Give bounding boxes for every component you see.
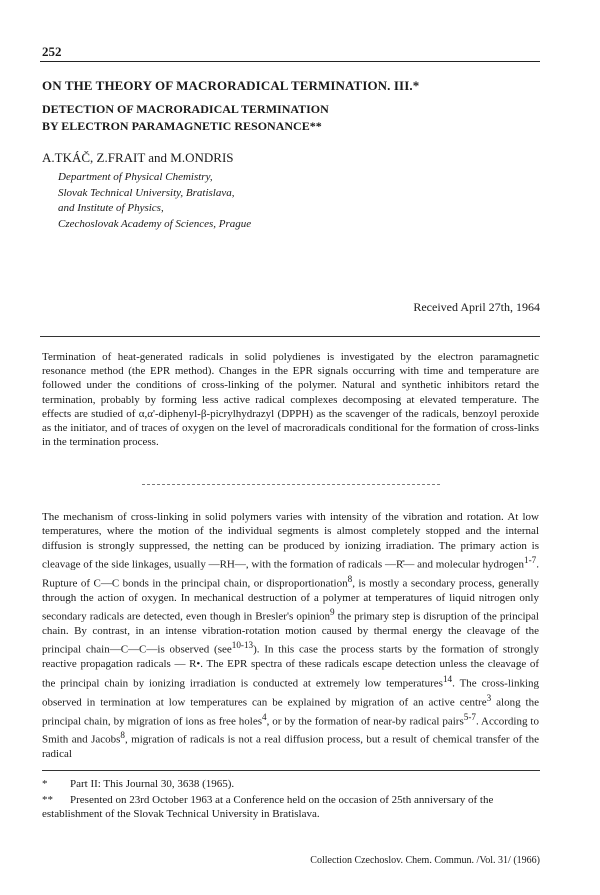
footnote-text: Presented on 23rd October 1963 at a Conference held on the occasion of 25th anniversary of the establishment of the Slovak Technical University in Bratislava. [42, 794, 494, 820]
citation: 14 [442, 673, 453, 684]
page-number: 252 [42, 44, 62, 59]
footnote-text: Part II: This Journal 30, 3638 (1965). [70, 778, 235, 790]
abstract: Termination of heat-generated radicals in solid polydienes is investigated by the electron paramagnetic resonance method (the EPR method). Changes in the EPR signals occurring with time and temperature are followed under the conditions of cross-linking of the polymer. Natural and synthetic inhibitors retard the termination, probably by forming less active radical complexes decomposing at elevated temperature. The effects are studied of α,α'-diphenyl-β-picrylhydrazyl (DPPH) as the scavenger of the radicals, benzoyl peroxide as the initiator, and of traces of oxygen on the level of macroradicals conditional for the formation of cross-links in the termination process. [42, 351, 539, 449]
footnote-rule [42, 770, 540, 771]
footnote-mark: ** [42, 794, 53, 806]
citation: 8 [120, 730, 125, 741]
abstract-separator [142, 484, 440, 485]
footnote-mark: * [42, 778, 48, 790]
subtitle-line: DETECTION OF MACRORADICAL TERMINATION [42, 102, 329, 116]
affiliation-line: and Institute of Physics, [58, 202, 164, 214]
article-subtitle [42, 101, 542, 135]
body-segment: , is mostly a secondary process, generally through the action of oxygen. In mechanical destruction of a polymer at temperatures of liquid nitrogen only secondary radicals are detected, even though in Bresler's opinion [42, 577, 539, 623]
citation: 8 [347, 573, 353, 584]
article-title: ON THE THEORY OF MACRORADICAL TERMINATION. III.* [42, 78, 420, 93]
citation: 4 [262, 711, 267, 722]
affiliation-line: Slovak Technical University, Bratislava, [58, 186, 235, 199]
body-segment: ). In this case the process starts by the formation of strongly reactive propagation radicals — R•. The EPR spectra of these radicals escape detection unless the cleavage of the principal chain by ionizing irradiation is conducted at extremely low temperatures [42, 644, 539, 690]
affiliation-line: Czechoslovak Academy of Sciences, Prague [58, 217, 252, 230]
footnote [42, 793, 539, 821]
abstract-rule [40, 336, 540, 337]
header-rule [40, 61, 540, 62]
body-segment: along the principal chain, by migration of ions as free holes [42, 696, 539, 728]
subtitle-line: BY ELECTRON PARAMAGNETIC RESONANCE** [42, 119, 322, 133]
body-text [42, 510, 539, 762]
journal-footer: Collection Czechoslov. Chem. Commun. /Vol. 31/ (1966) [310, 855, 540, 866]
affiliation-line: Department of Physical Chemistry, [58, 171, 213, 183]
citation: 5-7 [463, 711, 476, 722]
body-segment: . According to Smith and Jacobs [42, 715, 539, 747]
body-segment: , migration of radicals is not a real diffusion process, but a result of chemical transfer of the radical [42, 734, 539, 761]
body-segment: The mechanism of cross-linking in solid polymers varies with intensity of the vibration and rotation. At low temperatures, where the motion of the individual segments is almost completely stopped and the internal diffusion is strongly suppressed, the netting can be produced by ionizing irradiation. The primary action is cleavage of the side linkages, usually —RH—, with the formation of radicals —R̊— and molecular hydrogen [42, 511, 539, 571]
footnote [42, 777, 539, 791]
affiliation [58, 170, 251, 232]
citation: 1-7 [524, 554, 537, 565]
citation: 3 [486, 692, 492, 703]
body-segment: . Rupture of C—C bonds in the principal chain, or disproportionation [42, 558, 539, 590]
received-date: Received April 27th, 1964 [413, 300, 540, 314]
body-segment: . The cross-linking observed in termination at low temperatures can be explained by migration of an active centre [42, 677, 540, 709]
body-segment: the primary step is disruption of the principal chain. By contrast, in an intense vibration-rotation motion caused by thermal energy the cleavage of the principal chain—C—C—is observed (see [42, 610, 539, 656]
body-segment: , or by the formation of near-by radical pairs [266, 715, 464, 728]
authors: A.TKÁČ, Z.FRAIT and M.ONDRIS [42, 150, 234, 165]
citation: 9 [329, 607, 335, 618]
citation: 10-13 [231, 640, 254, 651]
